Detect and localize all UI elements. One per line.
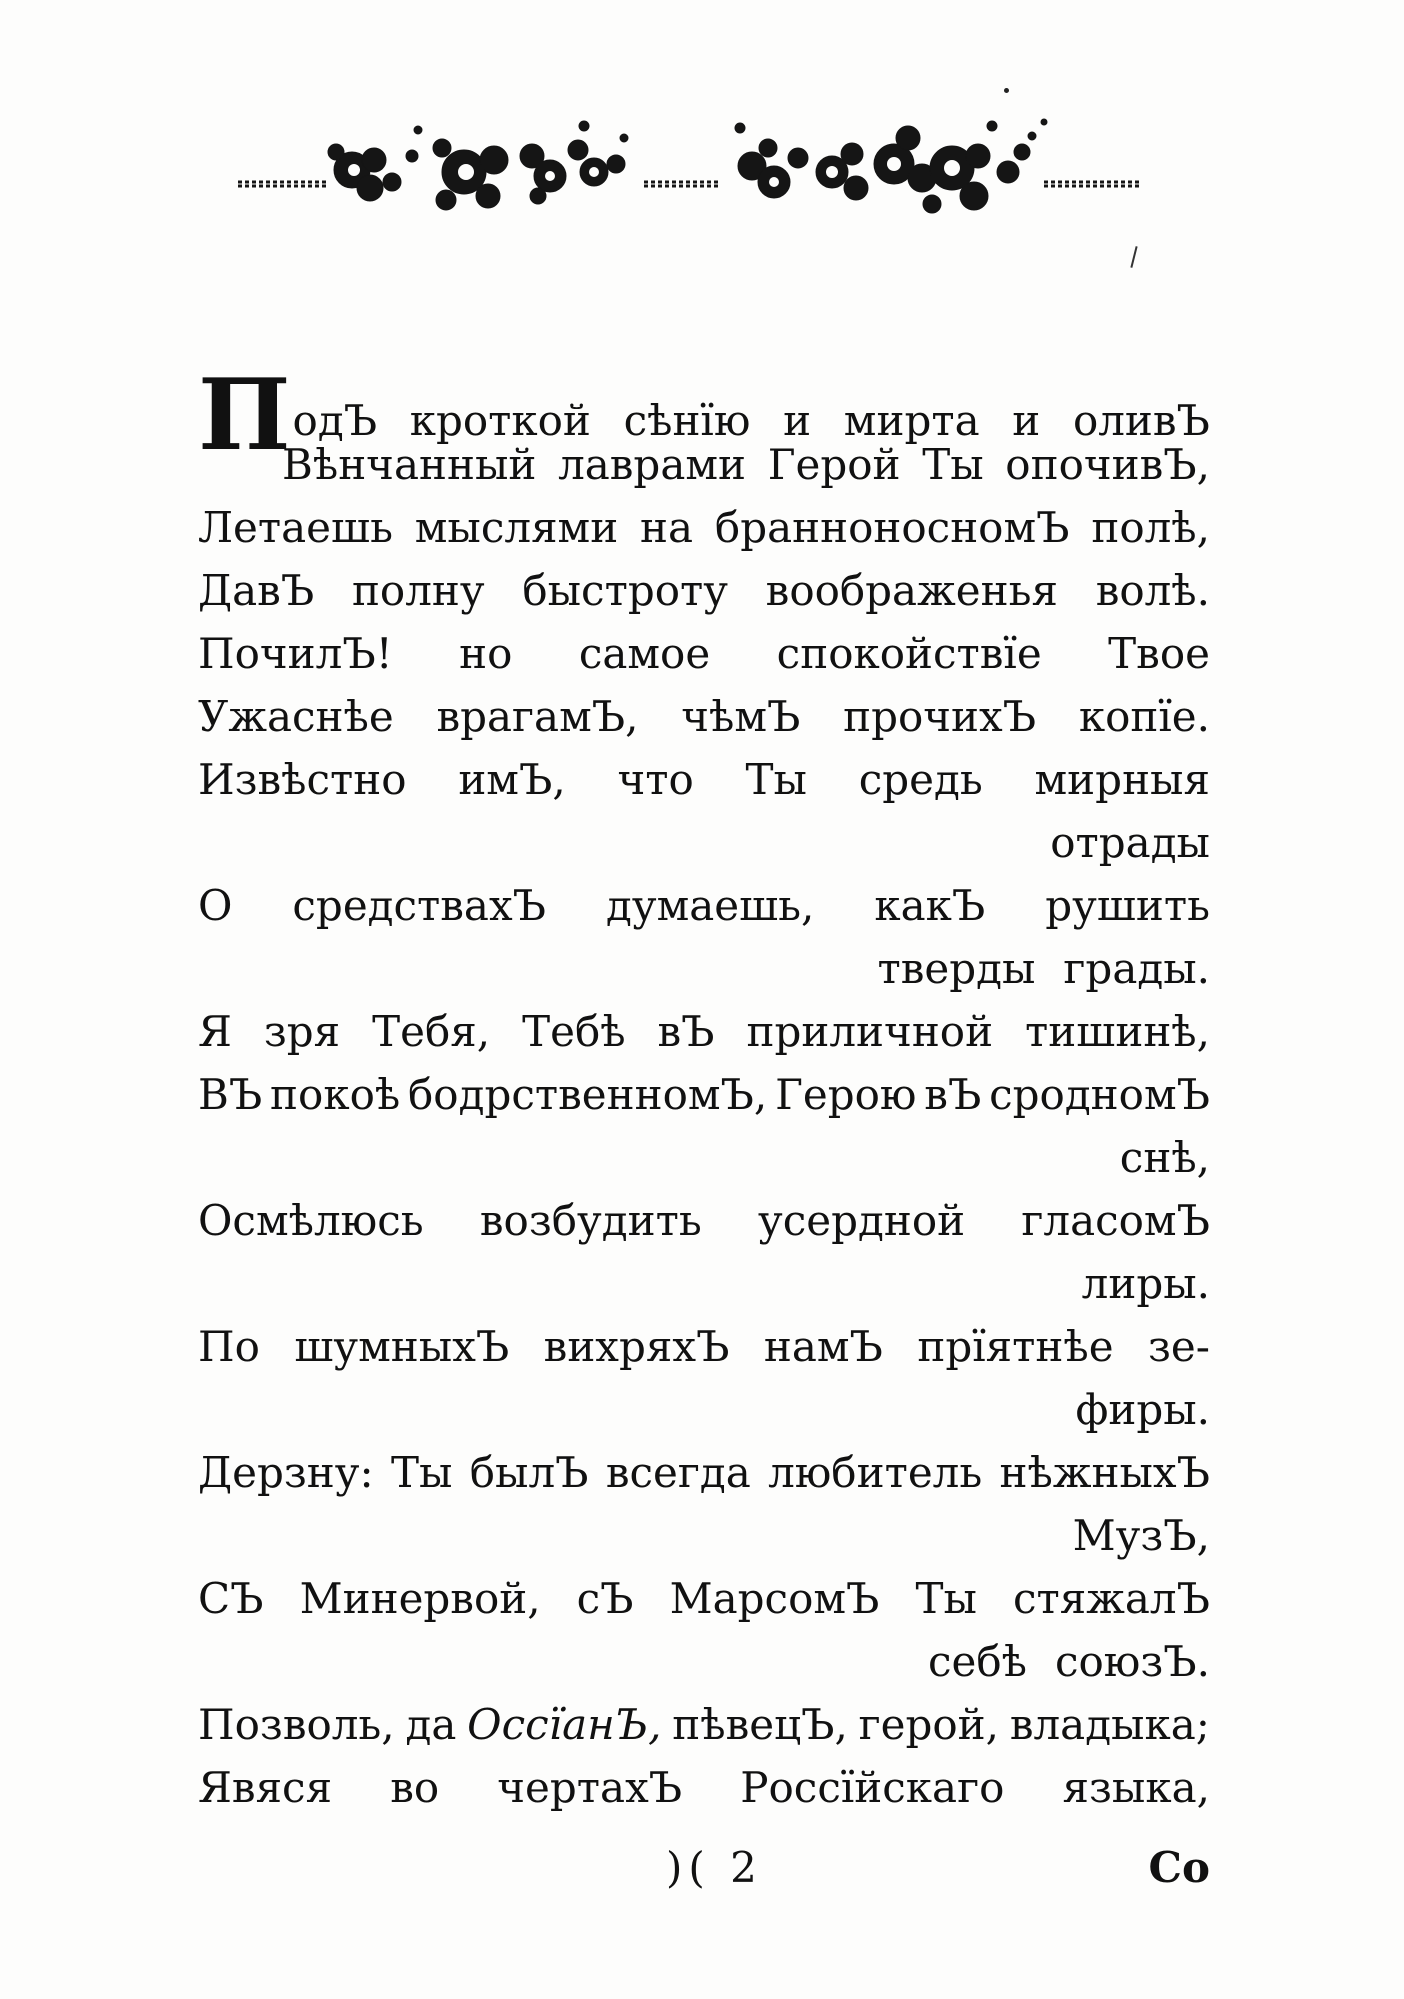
- poem-word: быстроту: [522, 566, 728, 615]
- poem-word: гласомЪ: [1021, 1196, 1210, 1245]
- poem-word: Позволь,: [198, 1700, 395, 1749]
- poem-word: Я: [198, 1007, 232, 1056]
- poem-word: Извѣстно: [198, 755, 407, 804]
- poem-line: [198, 685, 1210, 748]
- poem-word: средствахЪ: [292, 881, 547, 930]
- drop-cap: П: [198, 358, 291, 473]
- poem-line: [198, 1000, 1210, 1063]
- poem-word: опочивЪ,: [1005, 440, 1210, 489]
- poem-line: [198, 622, 1210, 685]
- poem-word: Ты: [915, 1574, 977, 1623]
- poem-word: стяжалЪ: [1012, 1574, 1210, 1623]
- poem-word: копїе.: [1078, 692, 1210, 741]
- poem-word: намЪ: [763, 1322, 883, 1371]
- poem-word: себѣ: [928, 1637, 1027, 1686]
- poem-word: сѣнїю: [623, 396, 751, 445]
- poem-word: снѣ,: [1119, 1133, 1210, 1182]
- poem-word: во: [390, 1763, 440, 1812]
- poem-word: врагамЪ,: [436, 692, 639, 741]
- print-mark: [1130, 246, 1137, 268]
- catchword: Co: [1148, 1843, 1210, 1892]
- poem-line: [198, 1693, 1210, 1756]
- poem-word: оливЪ: [1072, 396, 1210, 445]
- poem-word: лаврами: [558, 440, 747, 489]
- poem-line: [198, 1441, 1210, 1504]
- poem-word: зе-: [1148, 1322, 1210, 1371]
- poem-word: на: [640, 503, 694, 552]
- poem-word: Ты: [922, 440, 984, 489]
- poem-word: зря: [263, 1007, 341, 1056]
- poem-line-continuation: [198, 937, 1210, 1000]
- poem-word: Герой: [767, 440, 901, 489]
- poem-line-continuation: [198, 1252, 1210, 1315]
- poem-word: Тебя,: [372, 1007, 491, 1056]
- poem-word: думаешь,: [606, 881, 815, 930]
- poem-word: герой,: [858, 1700, 1000, 1749]
- poem-word: грады.: [1063, 944, 1210, 993]
- poem-word: и: [1012, 396, 1041, 445]
- poem-word: Дерзну:: [198, 1448, 374, 1497]
- print-speck: [1004, 88, 1009, 93]
- poem-word: сродномЪ: [989, 1070, 1210, 1119]
- poem-word: Твое: [1108, 629, 1210, 678]
- poem-word: нѣжныхЪ: [999, 1448, 1210, 1497]
- poem-line: [198, 1315, 1210, 1378]
- poem-word: бранноносномЪ: [714, 503, 1070, 552]
- poem-word: волѣ.: [1095, 566, 1210, 615]
- poem-line-continuation: [198, 811, 1210, 874]
- poem-word: Осмѣлюсь: [198, 1196, 424, 1245]
- poem-word: вихряхЪ: [543, 1322, 730, 1371]
- poem-word: бодрственномЪ,: [408, 1070, 768, 1119]
- poem-line: [198, 433, 1210, 496]
- poem-word: ОссїанЪ,: [467, 1700, 662, 1749]
- poem-line: [198, 559, 1210, 622]
- poem-word: тишинѣ,: [1025, 1007, 1210, 1056]
- poem-word: Минервой,: [299, 1574, 541, 1623]
- poem-word: возбудить: [479, 1196, 702, 1245]
- page-footer: [198, 1838, 1210, 1898]
- poem-word: Ты: [745, 755, 807, 804]
- poem-line: [198, 1567, 1210, 1630]
- poem-word: Герою: [775, 1070, 917, 1119]
- poem-word: ПочилЪ!: [198, 629, 393, 678]
- poem-word: полну: [351, 566, 485, 615]
- floral-ornament-band-icon: [232, 108, 1144, 228]
- poem-text: [198, 358, 1210, 1819]
- poem-word: средь: [858, 755, 983, 804]
- poem-word: союзЪ.: [1055, 1637, 1210, 1686]
- poem-word: Летаешь: [198, 503, 393, 552]
- poem-word: ДавЪ: [198, 566, 315, 615]
- poem-word: О: [198, 881, 233, 930]
- poem-word: рушить: [1045, 881, 1210, 930]
- poem-word: кроткой: [409, 396, 591, 445]
- poem-word: тверды: [877, 944, 1036, 993]
- poem-word: и: [783, 396, 812, 445]
- poem-word: Ты: [390, 1448, 453, 1497]
- poem-line: [198, 1756, 1210, 1819]
- poem-word: языка,: [1062, 1763, 1210, 1812]
- poem-word: владыка;: [1009, 1700, 1210, 1749]
- poem-word: МузЪ,: [1072, 1511, 1210, 1560]
- poem-word: чертахЪ: [497, 1763, 683, 1812]
- poem-word: да: [405, 1700, 457, 1749]
- poem-word: сЪ: [576, 1574, 634, 1623]
- poem-word: приличной: [746, 1007, 994, 1056]
- poem-word: всегда: [605, 1448, 751, 1497]
- poem-word: имЪ,: [458, 755, 566, 804]
- poem-word: какЪ: [874, 881, 986, 930]
- poem-line: [198, 1189, 1210, 1252]
- poem-word: По: [198, 1322, 260, 1371]
- poem-word: шумныхЪ: [294, 1322, 510, 1371]
- poem-word: что: [617, 755, 694, 804]
- poem-word: мирта: [843, 396, 980, 445]
- poem-word: Вѣнчанный: [282, 440, 537, 489]
- poem-word: СЪ: [198, 1574, 264, 1623]
- poem-line: [198, 874, 1210, 937]
- poem-word: покоѣ: [270, 1070, 401, 1119]
- poem-word: былЪ: [469, 1448, 589, 1497]
- poem-line: [198, 496, 1210, 559]
- poem-word: спокойствїе: [776, 629, 1042, 678]
- poem-line-continuation: [198, 1126, 1210, 1189]
- poem-word: Россїйскаго: [740, 1763, 1005, 1812]
- poem-word: лиры.: [1081, 1259, 1210, 1308]
- poem-word: чѣмЪ: [681, 692, 801, 741]
- poem-word: усердной: [757, 1196, 966, 1245]
- poem-line-continuation: [198, 1504, 1210, 1567]
- poem-word: отрады: [1050, 818, 1210, 867]
- poem-word: вЪ: [924, 1070, 982, 1119]
- poem-line: [198, 748, 1210, 811]
- poem-word: МарсомЪ: [669, 1574, 880, 1623]
- signature-mark: )( 2: [666, 1843, 763, 1892]
- poem-line: [198, 1063, 1210, 1126]
- poem-word: воображенья: [765, 566, 1058, 615]
- poem-word: прочихЪ: [843, 692, 1037, 741]
- poem-word: но: [459, 629, 513, 678]
- poem-word: полѣ,: [1091, 503, 1210, 552]
- poem-word: пѣвецЪ,: [672, 1700, 848, 1749]
- poem-word: вЪ: [657, 1007, 715, 1056]
- poem-word: фиры.: [1075, 1385, 1210, 1434]
- poem-word: мыслями: [414, 503, 619, 552]
- poem-word: Явяся: [198, 1763, 333, 1812]
- poem-word: ПодЪ: [198, 358, 378, 473]
- poem-word: Тебѣ: [522, 1007, 626, 1056]
- poem-word: ВЪ: [198, 1070, 263, 1119]
- poem-line-continuation: [198, 1378, 1210, 1441]
- poem-word: прїятнѣе: [917, 1322, 1114, 1371]
- poem-word: любитель: [768, 1448, 983, 1497]
- poem-word: мирныя: [1034, 755, 1210, 804]
- poem-word: Ужаснѣе: [198, 692, 394, 741]
- poem-word: самое: [578, 629, 711, 678]
- poem-line-continuation: [198, 1630, 1210, 1693]
